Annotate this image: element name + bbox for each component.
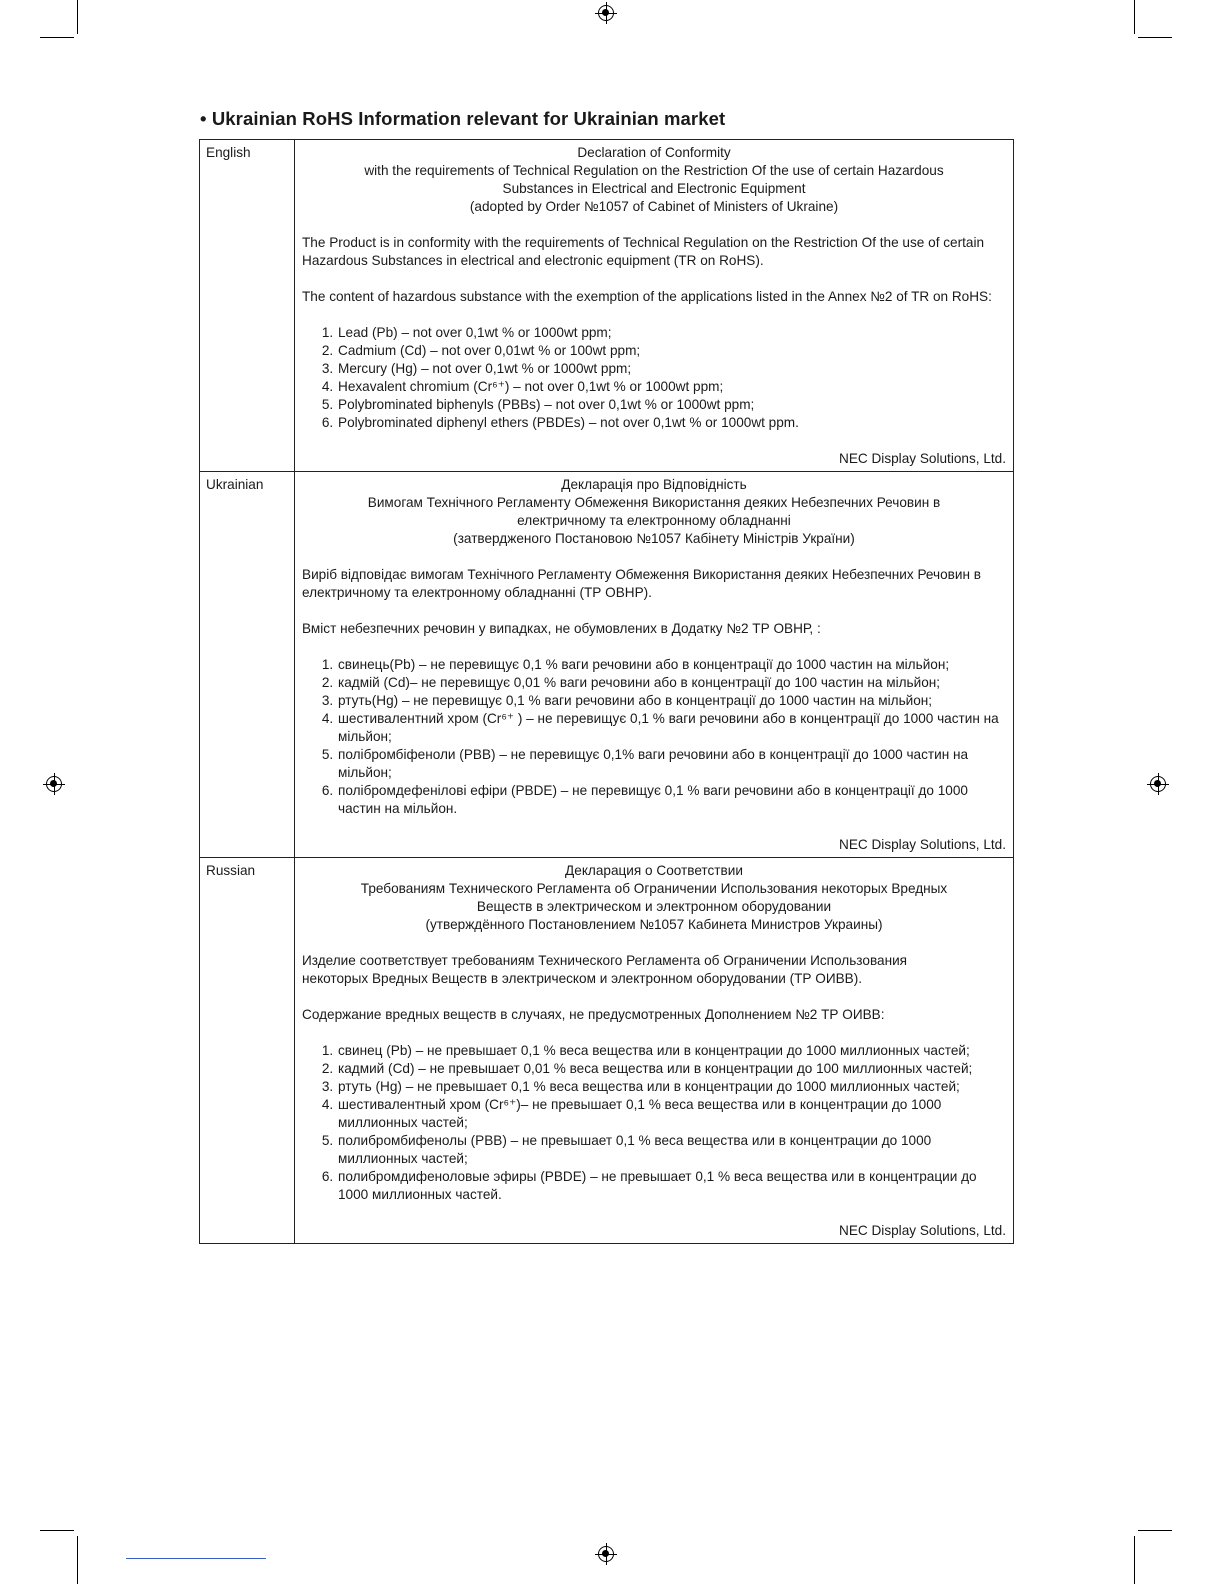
heading-line: Вимогам Технічного Регламенту Обмеження Використання деяких Небезпечних Речовин в xyxy=(367,495,941,510)
crop-mark xyxy=(1134,0,1135,34)
conformity-statement: Виріб відповідає вимогам Технічного Регламенту Обмеження Використання деяких Небезпечних Речовин в електричному та електронному обладнанні (ТР ОВНР). xyxy=(302,567,981,600)
crop-mark xyxy=(1138,1530,1172,1531)
list-item: 6. полібромдефенілові ефіри (PBDE) – не перевищує 0,1 % ваги речовини або в концентрації до 1000 частин на мільйон. xyxy=(337,782,1006,818)
declaration-table xyxy=(199,139,1014,1244)
company-name: NEC Display Solutions, Ltd. xyxy=(839,451,1006,466)
conformity-statement: Изделие соответствует требованиям Технического Регламента об Ограничении Использования некоторых Вредных Веществ в электрическом и электронном оборудовании (ТР ОИВВ). xyxy=(302,953,908,986)
registration-mark-icon xyxy=(1150,776,1166,792)
crop-mark xyxy=(1138,37,1172,38)
list-item: 5. полибромбифенолы (PBB) – не превышает 0,1 % веса вещества или в концентрации до 1000 миллионных частей; xyxy=(337,1132,1006,1168)
substance-limits-list xyxy=(302,656,1006,818)
substance-intro: Содержание вредных веществ в случаях, не предусмотренных Дополнением №2 ТР ОИВВ: xyxy=(302,1007,885,1022)
list-item: 4. шестивалентний хром (Cr⁶⁺ ) – не перевищує 0,1 % ваги речовини або в концентрації до 1000 частин на мільйон; xyxy=(337,710,1006,746)
conformity-statement: The Product is in conformity with the requirements of Technical Regulation on the Restriction Of the use of certain Hazardous Substances in electrical and electronic equipment (TR on RoHS). xyxy=(302,235,985,268)
declaration-row-english xyxy=(200,140,1014,472)
declaration-heading xyxy=(302,862,1006,934)
language-label: Russian xyxy=(200,858,295,1244)
list-item: 1. Lead (Pb) – not over 0,1wt % or 1000wt ppm; xyxy=(337,324,1006,342)
heading-line: Требованиям Технического Регламента об Ограничении Использования некоторых Вредных xyxy=(360,881,948,896)
crop-mark xyxy=(1134,1536,1135,1584)
language-label: English xyxy=(200,140,295,472)
list-item: 5. Polybrominated biphenyls (PBBs) – not over 0,1wt % or 1000wt ppm; xyxy=(337,396,1006,414)
declaration-body xyxy=(295,472,1014,858)
declaration-heading xyxy=(302,476,1006,548)
substance-intro: Вміст небезпечних речовин у випадках, не обумовлених в Додатку №2 ТР ОВНР, : xyxy=(302,621,821,636)
list-item: 4. Hexavalent chromium (Cr⁶⁺) – not over 0,1wt % or 1000wt ppm; xyxy=(337,378,1006,396)
substance-intro: The content of hazardous substance with the exemption of the applications listed in the Annex №2 of TR on RoHS: xyxy=(302,289,992,304)
heading-line: with the requirements of Technical Regulation on the Restriction Of the use of certain Hazardous xyxy=(364,163,944,178)
list-item: 2. кадмій (Cd)– не перевищує 0,01 % ваги речовини або в концентрації до 100 частин на мільйон; xyxy=(337,674,1006,692)
page-title: • Ukrainian RoHS Information relevant for Ukrainian market xyxy=(200,108,726,129)
registration-mark-icon xyxy=(46,776,62,792)
crop-mark xyxy=(77,0,78,34)
crop-mark xyxy=(40,1530,74,1531)
declaration-body xyxy=(295,858,1014,1244)
crop-mark xyxy=(77,1536,78,1584)
heading-line: Declaration of Conformity xyxy=(577,145,731,160)
heading-line: Декларація про Відповідність xyxy=(561,477,747,492)
declaration-row-ukrainian xyxy=(200,472,1014,858)
heading-line: Substances in Electrical and Electronic Equipment xyxy=(502,181,806,196)
language-label: Ukrainian xyxy=(200,472,295,858)
declaration-body xyxy=(295,140,1014,472)
list-item: 3. ртуть(Hg) – не перевищує 0,1 % ваги речовини або в концентрації до 1000 частин на мільйон; xyxy=(337,692,1006,710)
list-item: 5. полібромбіфеноли (PBB) – не перевищує 0,1% ваги речовини або в концентрації до 1000 частин на мільйон; xyxy=(337,746,1006,782)
heading-line: електричному та електронному обладнанні xyxy=(517,513,791,528)
list-item: 4. шестивалентный хром (Cr⁶⁺)– не превышает 0,1 % веса вещества или в концентрации до 1000 миллионных частей; xyxy=(337,1096,1006,1132)
declaration-heading xyxy=(302,144,1006,216)
list-item: 2. кадмий (Cd) – не превышает 0,01 % веса вещества или в концентрации до 100 миллионных частей; xyxy=(337,1060,1006,1078)
registration-mark-icon xyxy=(598,5,614,21)
company-name: NEC Display Solutions, Ltd. xyxy=(839,1223,1006,1238)
crop-mark xyxy=(40,37,74,38)
substance-limits-list xyxy=(302,1042,1006,1204)
company-name: NEC Display Solutions, Ltd. xyxy=(839,837,1006,852)
registration-mark-icon xyxy=(598,1546,614,1562)
declaration-row-russian xyxy=(200,858,1014,1244)
list-item: 1. свинец (Pb) – не превышает 0,1 % веса вещества или в концентрации до 1000 миллионных частей; xyxy=(337,1042,1006,1060)
list-item: 6. Polybrominated diphenyl ethers (PBDEs) – not over 0,1wt % or 1000wt ppm. xyxy=(337,414,1006,432)
list-item: 2. Cadmium (Cd) – not over 0,01wt % or 100wt ppm; xyxy=(337,342,1006,360)
list-item: 1. свинець(Pb) – не перевищує 0,1 % ваги речовини або в концентрації до 1000 частин на мільйон; xyxy=(337,656,1006,674)
heading-line: Декларация о Соответствии xyxy=(565,863,743,878)
heading-line: (утверждённого Постановлением №1057 Кабинета Министров Украины) xyxy=(425,917,883,932)
substance-limits-list xyxy=(302,324,1006,432)
list-item: 3. ртуть (Hg) – не превышает 0,1 % веса вещества или в концентрации до 1000 миллионных частей; xyxy=(337,1078,1006,1096)
footer-rule xyxy=(126,1558,266,1559)
heading-line: Веществ в электрическом и электронном оборудовании xyxy=(476,899,832,914)
heading-line: (adopted by Order №1057 of Cabinet of Ministers of Ukraine) xyxy=(469,199,839,214)
list-item: 3. Mercury (Hg) – not over 0,1wt % or 1000wt ppm; xyxy=(337,360,1006,378)
heading-line: (затвердженого Постановою №1057 Кабінету Міністрів України) xyxy=(453,531,855,546)
list-item: 6. полибромдифеноловые эфиры (PBDE) – не превышает 0,1 % веса вещества или в концентрации до 1000 миллионных частей. xyxy=(337,1168,1006,1204)
